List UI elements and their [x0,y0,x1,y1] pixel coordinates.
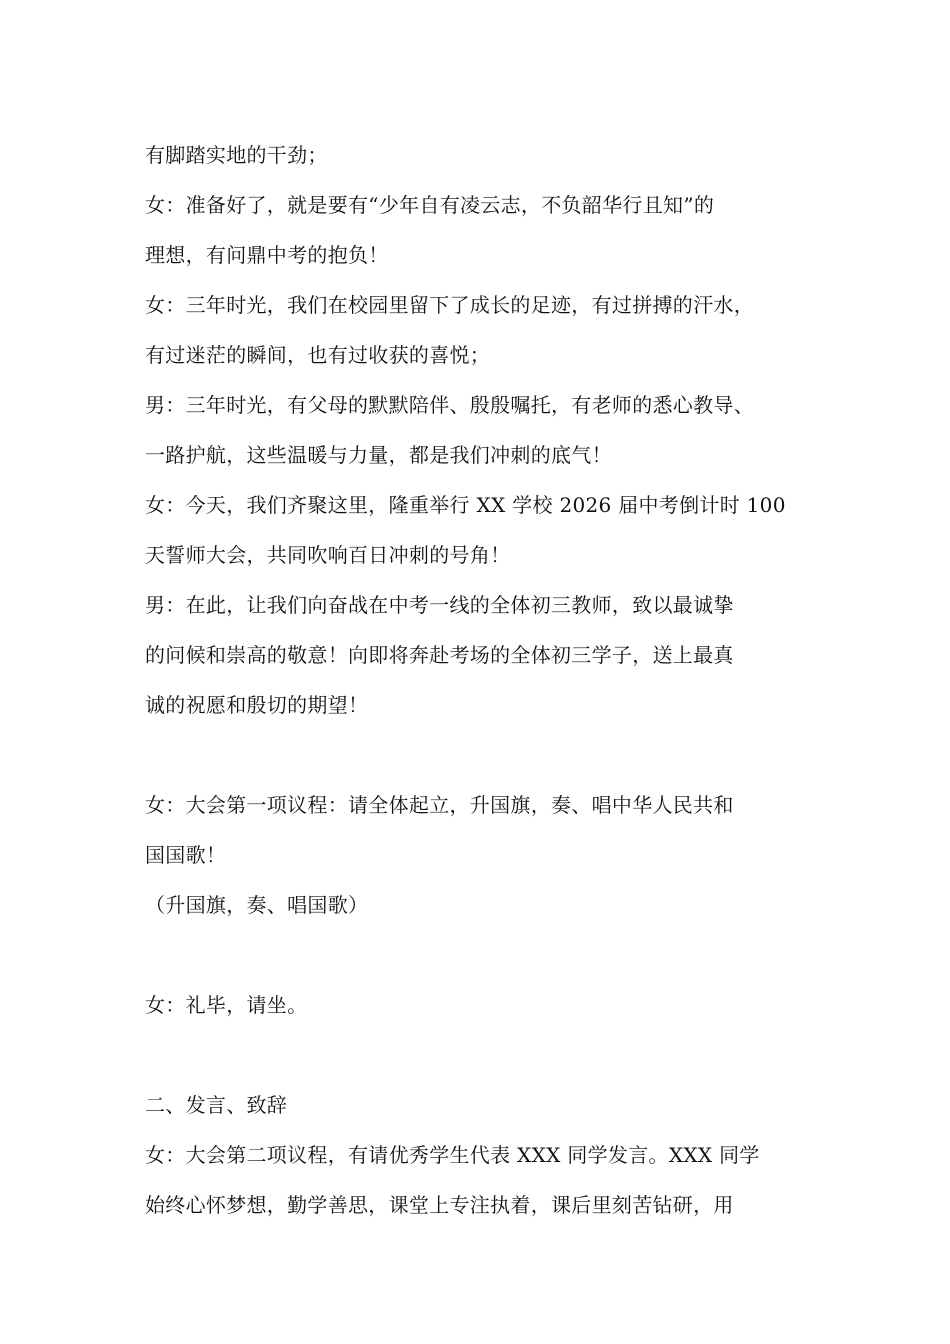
text-line: 女：准备好了，就是要有“少年自有凌云志，不负韶华行且知”的 [145,193,715,217]
text-line: 一路护航，这些温暖与力量，都是我们冲刺的底气！ [145,443,612,467]
blank-line [145,730,825,780]
text-line: 有过迷茫的瞬间，也有过收获的喜悦； [145,343,491,367]
document-body [145,130,825,1230]
text-line: 女：大会第二项议程，有请优秀学生代表 XXX 同学发言。XXX 同学 [145,1143,760,1167]
text-line: 有脚踏实地的干劲； [145,143,328,167]
text-line: 女：今天，我们齐聚这里，隆重举行 XX 学校 2026 届中考倒计时 100 [145,493,786,517]
text-line: 男：在此，让我们向奋战在中考一线的全体初三教师，致以最诚挚 [145,593,734,617]
text-line: 女：礼毕，请坐。 [145,993,308,1017]
text-line: 诚的祝愿和殷切的期望！ [145,693,369,717]
text-line: 的问候和崇高的敬意！向即将奔赴考场的全体初三学子，送上最真 [145,643,734,667]
text-line: 男：三年时光，有父母的默默陪伴、殷殷嘱托，有老师的悉心教导、 [145,393,754,417]
text-line: 女：大会第一项议程：请全体起立，升国旗，奏、唱中华人民共和 [145,793,734,817]
section-heading: 二、发言、致辞 [145,1093,288,1117]
stage-direction: （升国旗，奏、唱国歌） [145,893,369,917]
text-line: 理想，有问鼎中考的抱负！ [145,243,389,267]
text-line: 始终心怀梦想，勤学善思，课堂上专注执着，课后里刻苦钻研，用 [145,1193,734,1217]
text-line: 天誓师大会，共同吹响百日冲刺的号角！ [145,543,511,567]
text-line: 国国歌！ [145,843,227,867]
text-line: 女：三年时光，我们在校园里留下了成长的足迹，有过拼搏的汗水， [145,293,754,317]
blank-line [145,930,825,980]
blank-line [145,1030,825,1080]
